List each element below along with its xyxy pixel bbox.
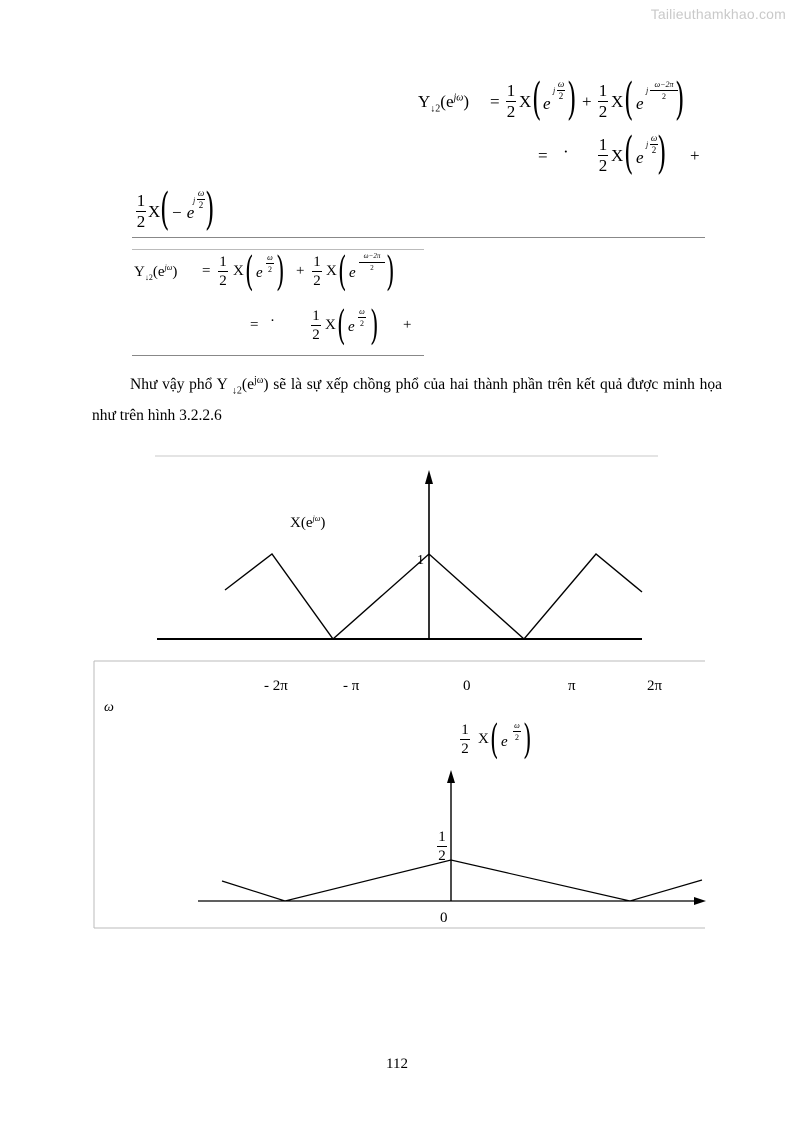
paragraph-text-2: ) sẽ là sự xếp chồng phổ của hai thành phần trên kết quả được minh họa như trên hình 3.2.2.6: [92, 376, 722, 425]
figure-bottom-peak-den: 2: [438, 848, 446, 864]
eq1-exp-frac-1-num: ω: [557, 79, 565, 89]
eq2-line2-half-den: 2: [312, 327, 320, 343]
eq1-equals: =: [490, 92, 500, 111]
eq2-half-2-den: 2: [313, 273, 321, 289]
eq2-rparen-1: ): [276, 249, 285, 295]
eq1-rparen-2: ): [675, 74, 685, 125]
figure-top-label-x: X(e: [290, 515, 313, 531]
eq1-line2-rparen: ): [657, 128, 667, 179]
eq1-line2-plus: +: [690, 146, 700, 165]
eq2-x-2: X: [326, 263, 337, 279]
eq1-lhs-arg: (e: [440, 92, 454, 111]
eq1-line2-exp-num: ω: [650, 133, 658, 143]
eq1-line3-exp-num: ω: [197, 188, 205, 198]
figure-bottom-peak-num: 1: [438, 829, 446, 845]
figure-top-peak-label: 1: [417, 553, 424, 568]
figure-top-label-close: ): [320, 515, 326, 531]
figure-bottom-label-x: X: [478, 731, 489, 747]
eq2-lhs-y: Y: [134, 264, 145, 280]
eq2-half-2-num: 1: [313, 254, 321, 270]
figure-bottom-label-e: e: [501, 734, 508, 750]
eq2-e-1: e: [256, 265, 263, 281]
eq1-lhs-sub: ↓2: [430, 103, 441, 115]
eq1-exp-frac-2-den: 2: [662, 92, 666, 101]
eq1-exp-frac-2-num: ω−2π: [654, 80, 674, 89]
eq2-rparen-2: ): [386, 249, 395, 295]
eq1-lhs-y: Y: [418, 92, 431, 111]
figure-top-y-arrow: [425, 470, 433, 484]
eq2-exp-frac-2-den: 2: [370, 264, 374, 272]
eq1-lhs-sup: jω: [453, 92, 464, 104]
eq1-line3-exp-j: j: [193, 196, 196, 205]
eq1-line3-minus-e: − e: [171, 203, 195, 222]
eq2-half-1-num: 1: [219, 254, 227, 270]
tick-label-zero: 0: [463, 678, 471, 694]
eq2-half-1-den: 2: [219, 273, 227, 289]
figure-bottom-origin-label: 0: [440, 910, 448, 926]
figure-top-label-sup: jω: [312, 514, 321, 523]
eq2-e-2: e: [349, 265, 356, 281]
eq1-lparen-1: (: [532, 74, 542, 125]
figure-bottom-spectrum: [222, 860, 702, 901]
axis-label-omega: ω: [104, 700, 114, 715]
eq2-exp-frac-2-num: ω−2π: [363, 252, 381, 260]
eq2-equals: =: [202, 263, 211, 279]
eq1-half-1-den: 2: [506, 102, 516, 121]
eq2-lhs-close: ): [172, 264, 178, 280]
eq1-line3-lparen: (: [160, 184, 170, 235]
eq2-line2-dot: ·: [270, 313, 275, 329]
figure-bottom-peak-half: [437, 829, 447, 864]
eq1-e-1: e: [543, 94, 551, 113]
eq1-line3-x: X: [148, 202, 161, 221]
eq2-line2-exp-num: ω: [359, 307, 365, 316]
eq2-lparen-2: (: [338, 249, 347, 295]
eq1-exp-j-2: j: [646, 86, 649, 95]
eq2-line2-equals: =: [250, 317, 259, 333]
figure-top-label: [290, 514, 325, 532]
eq2-exp-frac-1-num: ω: [267, 253, 273, 262]
eq1-line2-e: e: [636, 148, 644, 167]
figure-bottom-label-rparen: ): [523, 717, 532, 763]
eq1-half-2-den: 2: [598, 102, 608, 121]
eq2-line2-plus: +: [403, 317, 412, 333]
eq2-lhs-arg: (e: [152, 264, 165, 280]
page-number: 112: [386, 1056, 408, 1072]
eq2-lparen-1: (: [245, 249, 254, 295]
eq1-exp-frac-1-den: 2: [558, 91, 564, 101]
eq1-line2-exp-j: j: [646, 140, 649, 149]
figure-bottom-label-half-den: 2: [461, 741, 469, 757]
figure-top-spectrum: [225, 554, 642, 639]
eq1-line2-half-num: 1: [598, 135, 608, 154]
figure-bottom-label-exp-den: 2: [515, 733, 519, 742]
eq1-line2-lparen: (: [624, 128, 634, 179]
eq2-line2-rparen: ): [370, 303, 379, 349]
eq2-line2-exp-den: 2: [360, 319, 364, 328]
figure-bottom-y-arrow: [447, 770, 455, 783]
tick-label-neg-2pi: - 2π: [264, 678, 288, 694]
figure-bottom-label-exp-num: ω: [514, 721, 520, 730]
tick-label-2pi: 2π: [647, 678, 663, 694]
eq2-plus: +: [296, 263, 305, 279]
eq1-line3-half-num: 1: [136, 191, 146, 210]
eq1-x-2: X: [611, 92, 624, 111]
eq2-line2-e: e: [348, 319, 355, 335]
eq1-line3-rparen: ): [205, 184, 215, 235]
eq1-line2-dot: ·: [563, 142, 569, 161]
eq2-line2-lparen: (: [337, 303, 346, 349]
eq2-x-1: X: [233, 263, 244, 279]
paragraph-sup: jω: [253, 375, 264, 386]
eq1-half-1-num: 1: [506, 81, 516, 100]
figure-bottom-label-exp: [513, 721, 521, 742]
paragraph-text-e: (e: [241, 376, 254, 394]
eq1-line2-exp-den: 2: [651, 145, 657, 155]
eq1-plus-1: +: [582, 92, 592, 111]
tick-label-pi: π: [568, 678, 576, 694]
eq1-rparen-1: ): [567, 74, 577, 125]
eq2-line2-half-num: 1: [312, 308, 320, 324]
tick-label-neg-pi: - π: [343, 678, 360, 694]
eq1-lparen-2: (: [624, 74, 634, 125]
eq1-line3-exp-den: 2: [198, 200, 204, 210]
eq2-exp-frac-1-den: 2: [268, 265, 272, 274]
paragraph-text-1: Như vậy phổ Y: [130, 376, 232, 394]
eq1-exp-j-1: j: [553, 86, 556, 95]
figure-bottom-x-arrow: [694, 897, 706, 905]
watermark: Tailieuthamkhao.com: [650, 6, 786, 22]
eq1-half-2-num: 1: [598, 81, 608, 100]
figure-bottom-label-lparen: (: [490, 717, 499, 763]
eq1-lhs-close: ): [463, 92, 470, 111]
eq1-e-2: e: [636, 94, 644, 113]
eq1-line2-half-den: 2: [598, 156, 608, 175]
paragraph-sub: ↓2: [231, 385, 242, 397]
eq2-lhs-sub: ↓2: [144, 273, 153, 282]
eq1-line2-equals: =: [538, 146, 548, 165]
eq1-line3-half-den: 2: [136, 212, 146, 231]
eq1-line2-x: X: [611, 146, 624, 165]
figure-bottom-label-half: [460, 722, 470, 757]
eq1-x-1: X: [519, 92, 532, 111]
eq2-line2-x: X: [325, 317, 336, 333]
eq2-lhs-sup: jω: [164, 263, 173, 272]
figure-bottom-label-half-num: 1: [461, 722, 469, 738]
